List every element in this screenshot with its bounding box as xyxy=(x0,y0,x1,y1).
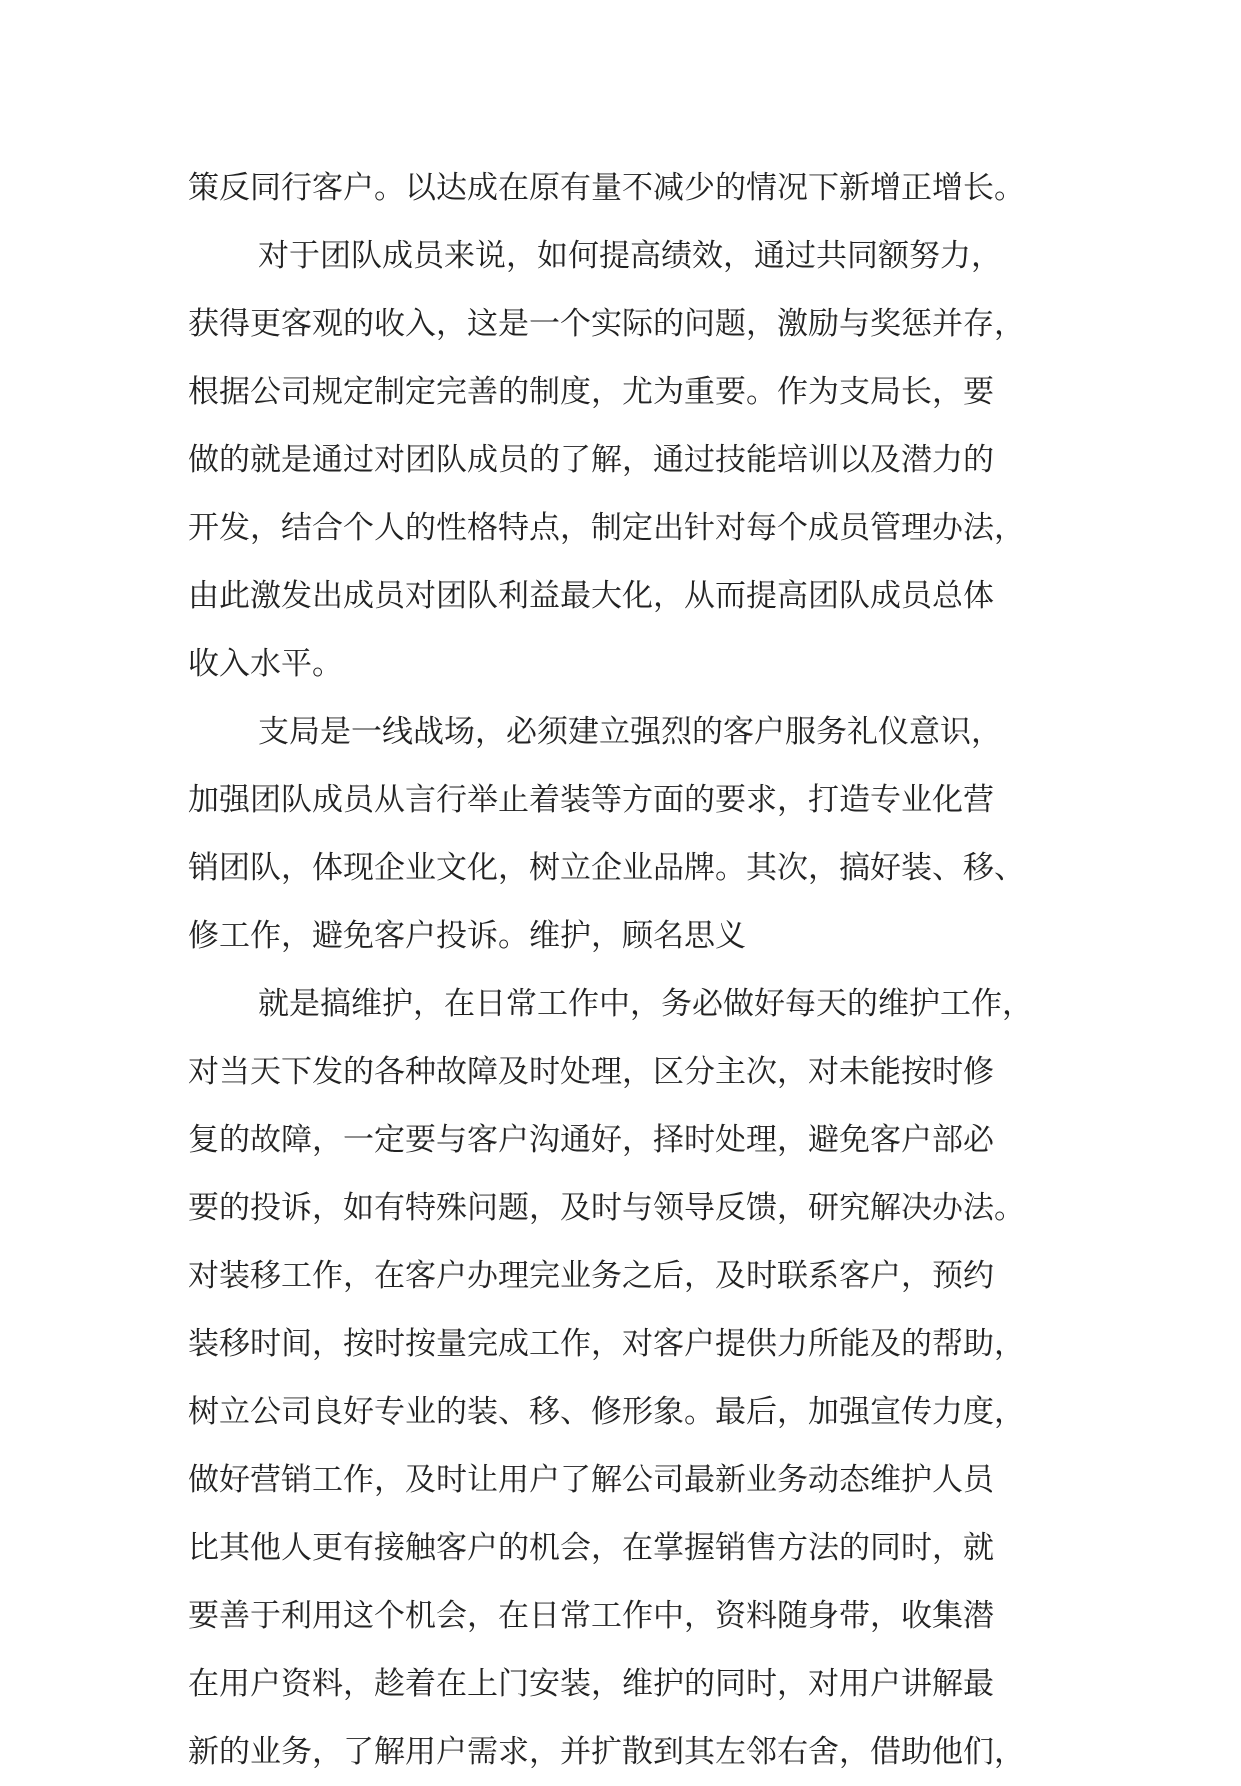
text-line: 比其他人更有接触客户的机会，在掌握销售方法的同时，就 xyxy=(188,1530,994,1566)
text-line: 做好营销工作，及时让用户了解公司最新业务动态维护人员 xyxy=(188,1462,994,1498)
text-line: 装移时间，按时按量完成工作，对客户提供力所能及的帮助， xyxy=(188,1326,1025,1362)
text-line: 由此激发出成员对团队利益最大化，从而提高团队成员总体 xyxy=(188,578,994,614)
text-line: 开发，结合个人的性格特点，制定出针对每个成员管理办法， xyxy=(188,510,1025,546)
text-line: 在用户资料，趁着在上门安装，维护的同时，对用户讲解最 xyxy=(188,1666,994,1702)
text-line: 销团队，体现企业文化，树立企业品牌。其次，搞好装、移、 xyxy=(188,850,1025,886)
document-body xyxy=(188,154,1068,1786)
text-line: 根据公司规定制定完善的制度，尤为重要。作为支局长，要 xyxy=(188,374,994,410)
text-line: 树立公司良好专业的装、移、修形象。最后，加强宣传力度， xyxy=(188,1394,1025,1430)
text-line: 做的就是通过对团队成员的了解，通过技能培训以及潜力的 xyxy=(188,442,994,478)
text-line: 新的业务，了解用户需求，并扩散到其左邻右舍，借助他们， xyxy=(188,1734,1025,1770)
paragraph-first-line: 支局是一线战场，必须建立强烈的客户服务礼仪意识， xyxy=(258,714,1002,750)
paragraph-first-line: 对于团队成员来说，如何提高绩效，通过共同额努力， xyxy=(258,238,1002,274)
text-line: 对装移工作，在客户办理完业务之后，及时联系客户，预约 xyxy=(188,1258,994,1294)
text-line: 策反同行客户。以达成在原有量不减少的情况下新增正增长。 xyxy=(188,170,1025,206)
text-line: 获得更客观的收入，这是一个实际的问题，激励与奖惩并存， xyxy=(188,306,1025,342)
text-line: 加强团队成员从言行举止着装等方面的要求，打造专业化营 xyxy=(188,782,994,818)
text-line: 要的投诉，如有特殊问题，及时与领导反馈，研究解决办法。 xyxy=(188,1190,1025,1226)
text-line: 修工作，避免客户投诉。维护，顾名思义 xyxy=(188,918,746,954)
text-line: 要善于利用这个机会，在日常工作中，资料随身带，收集潜 xyxy=(188,1598,994,1634)
text-line: 收入水平。 xyxy=(188,646,343,682)
text-line: 复的故障，一定要与客户沟通好，择时处理，避免客户部必 xyxy=(188,1122,994,1158)
paragraph-first-line: 就是搞维护，在日常工作中，务必做好每天的维护工作， xyxy=(258,986,1033,1022)
text-line: 对当天下发的各种故障及时处理，区分主次，对未能按时修 xyxy=(188,1054,994,1090)
